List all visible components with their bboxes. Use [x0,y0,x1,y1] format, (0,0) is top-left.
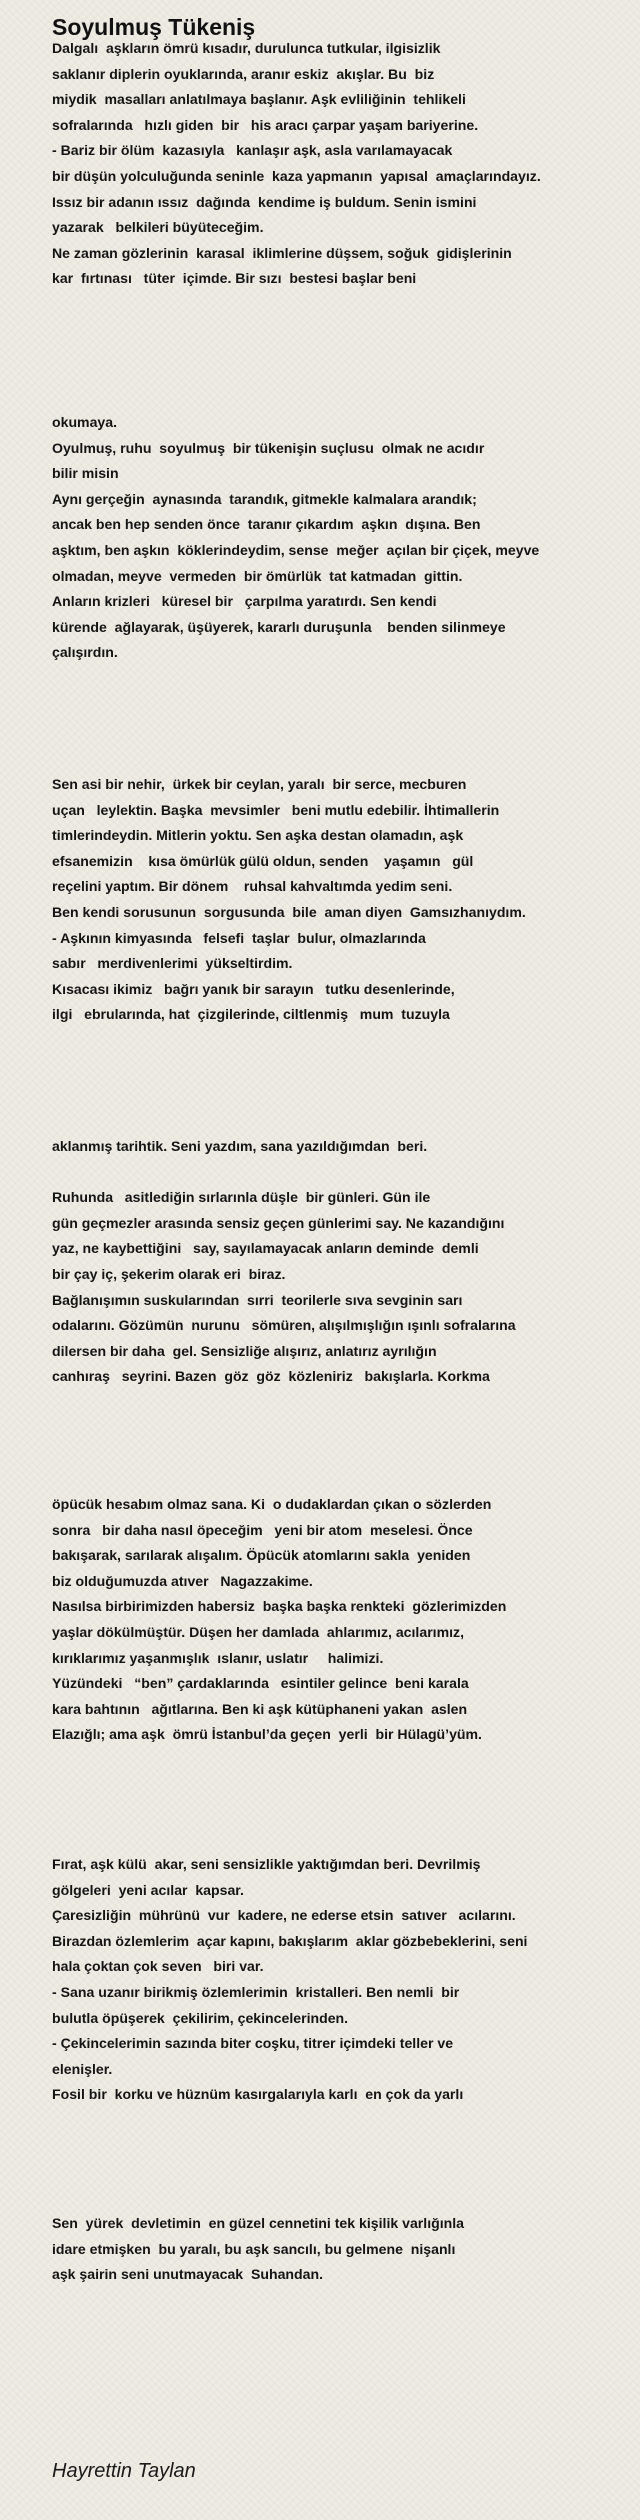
poem-line: bakışarak, sarılarak alışalım. Öpücük atomlarını sakla yeniden [52,1547,471,1564]
poem-line: Ben kendi sorusunun sorgusunda bile aman diyen Gamsızhanıydım. [52,903,526,920]
poem-line [52,1160,632,1186]
poem-line: timlerindeydin. Mitlerin yoktu. Sen aşka destan olamadın, aşk [52,827,464,844]
poem-line: aşktım, ben aşkın köklerindeydim, sense meğer açılan bir çiçek, meyve [52,541,540,558]
poem-line: ilgi ebrularında, hat çizgilerinde, ciltlenmiş mum tuzuyla [52,1006,450,1023]
poem-line: efsanemizin kısa ömürlük gülü oldun, senden yaşamın gül [52,852,474,869]
poem-line: Bağlanışımın suskularından sırri teorilerle sıva sevginin sarı [52,1291,463,1308]
poem-line: - Bariz bir ölüm kazasıyla kanlaşır aşk, asla varılamayacak [52,142,453,159]
poem-line: sofralarında hızlı giden bir his aracı çarpar yaşam bariyerine. [52,116,479,133]
poem-line: Issız bir adanın ıssız dağında kendime iş buldum. Senin ismini [52,193,477,210]
poem-line: reçelini yaptım. Bir dönem ruhsal kahvaltımda yedim seni. [52,878,453,895]
poem-line: gün geçmezler arasında sensiz geçen günlerimi say. Ne kazandığını [52,1214,505,1231]
poem-line: sabır merdivenlerimi yükseltirdim. [52,955,293,972]
poem-line: aklanmış tarihtik. Seni yazdım, sana yazıldığımdan beri. [52,1138,428,1154]
poem-line: yaşlar dökülmüştür. Düşen her damlada ahlarımız, acılarımız, [52,1623,465,1640]
stanza [52,410,632,666]
poem-line: olmadan, meyve vermeden bir ömürlük tat katmadan gittin. [52,567,463,584]
poem-line: gölgeleri yeni acılar kapsar. [52,1881,244,1898]
poem-line: dilersen bir daha gel. Sensizliğe alışırız, anlatırız ayrılığın [52,1342,437,1359]
poem-line: Fosil bir korku ve hüznüm kasırgalarıyla karlı en çok da yarlı [52,2086,464,2103]
poem-line: Elazığlı; ama aşk ömrü İstanbul’da geçen yerli bir Hülagü’yüm. [52,1726,482,1743]
poem-line: elenişler. [52,2060,113,2077]
poem-line: Anların krizleri küresel bir çarpılma yaratırdı. Sen kendi [52,593,437,610]
poem-line: bilir misin [52,465,119,482]
poem-line: biz olduğumuzda atıver Nagazzakime. [52,1572,313,1589]
poem-line: bir çay iç, şekerim olarak eri biraz. [52,1265,286,1282]
poem-line: odalarını. Gözümün nurunu sömüren, alışılmışlığın ışınlı sofralarına [52,1317,516,1334]
poem-line: yaz, ne kaybettiğini say, sayılamayacak anların deminde demli [52,1240,479,1257]
poem-line: kürende ağlayarak, üşüyerek, kararlı duruşunla benden silinmeye [52,618,506,635]
poem-line: miydik masalları anlatılmaya başlanır. Aşk evliliğinin tehlikeli [52,91,466,108]
poem-line: Dalgalı aşkların ömrü kısadır, durulunca tutkular, ilgisizlik [52,40,441,56]
poem-line: - Çekincelerimin sazında biter coşku, titrer içimdeki teller ve [52,2035,454,2052]
poem-line: bulutla öpüşerek çekilirim, çekincelerinden. [52,2009,349,2026]
poem-line: - Aşkının kimyasında felsefi taşlar bulur, olmazlarında [52,929,426,946]
poem-line: Çaresizliğin mührünü vur kadere, ne ederse etsin satıver acılarını. [52,1907,516,1924]
poem-line: kar fırtınası tüter içimde. Bir sızı bestesi başlar beni [52,270,417,287]
poem-line: yazarak belkileri büyüteceğim. [52,219,264,236]
poem-line: idare etmişken bu yaralı, bu aşk sancılı, bu gelmene nişanlı [52,2240,456,2257]
poem-line: Ruhunda asitlediğin sırlarınla düşle bir günleri. Gün ile [52,1189,431,1206]
poem-line: Sen yürek devletimin en güzel cennetini tek kişilik varlığınla [52,2215,464,2231]
poem-line: - Sana uzanır birikmiş özlemlerimin kristalleri. Ben nemli bir [52,1983,460,2000]
poem-line: saklanır diplerin oyuklarında, aranır eskiz akışlar. Bu biz [52,65,435,82]
stanza [52,1492,632,1748]
author-signature: Hayrettin Taylan [52,2460,196,2482]
poem-line: kara bahtının ağıtlarına. Ben ki aşk kütüphaneni yakan aslen [52,1700,468,1717]
stanza [52,1852,632,2108]
poem-line: okumaya. [52,414,118,430]
poem-line: öpücük hesabım olmaz sana. Ki o dudaklardan çıkan o sözlerden [52,1496,492,1512]
poem-line: Birazdan özlemlerim açar kapını, bakışlarım aklar gözbebeklerini, seni [52,1932,528,1949]
poem-line: Aynı gerçeğin aynasında tarandık, gitmekle kalmalara arandık; [52,490,477,507]
poem-line: Sen asi bir nehir, ürkek bir ceylan, yaralı bir serce, mecburen [52,776,467,792]
poem-line: Oyulmuş, ruhu soyulmuş bir tükenişin suçlusu olmak ne acıdır [52,439,485,456]
poem-line: kırıklarımız yaşanmışlık ıslanır, uslatır halimizi. [52,1649,384,1666]
poem-line: çalışırdın. [52,644,118,661]
stanza [52,772,632,1028]
stanza [52,1134,632,1390]
poem-line: bir düşün yolculuğunda seninle kaza yapmanın yapısal amaçlarındayız. [52,167,541,184]
poem-line: canhıraş seyrini. Bazen göz göz közleniriz bakışlarla. Korkma [52,1368,490,1385]
poem-line: uçan leylektin. Başka mevsimler beni mutlu edebilir. İhtimallerin [52,801,500,818]
poem-line: Fırat, aşk külü akar, seni sensizlikle yaktığımdan beri. Devrilmiş [52,1856,481,1872]
poem-line: aşk şairin seni unutmayacak Suhandan. [52,2266,324,2283]
stanza [52,36,632,292]
poem-line: Yüzündeki “ben” çardaklarında esintiler gelince beni karala [52,1675,469,1692]
poem-line: hala çoktan çok seven biri var. [52,1958,264,1975]
poem-line: ancak ben hep senden önce taranır çıkardım aşkın dışına. Ben [52,516,481,533]
poem-line: Nasılsa birbirimizden habersiz başka başka renkteki gözlerimizden [52,1598,507,1615]
stanza [52,2211,632,2288]
poem-line: Ne zaman gözlerinin karasal iklimlerine düşsem, soğuk gidişlerinin [52,244,512,261]
poem-title: Soyulmuş Tükeniş [52,14,256,40]
poem-line: sonra bir daha nasıl öpeceğim yeni bir atom meselesi. Önce [52,1521,473,1538]
poem-line: Kısacası ikimiz bağrı yanık bir sarayın tutku desenlerinde, [52,980,455,997]
